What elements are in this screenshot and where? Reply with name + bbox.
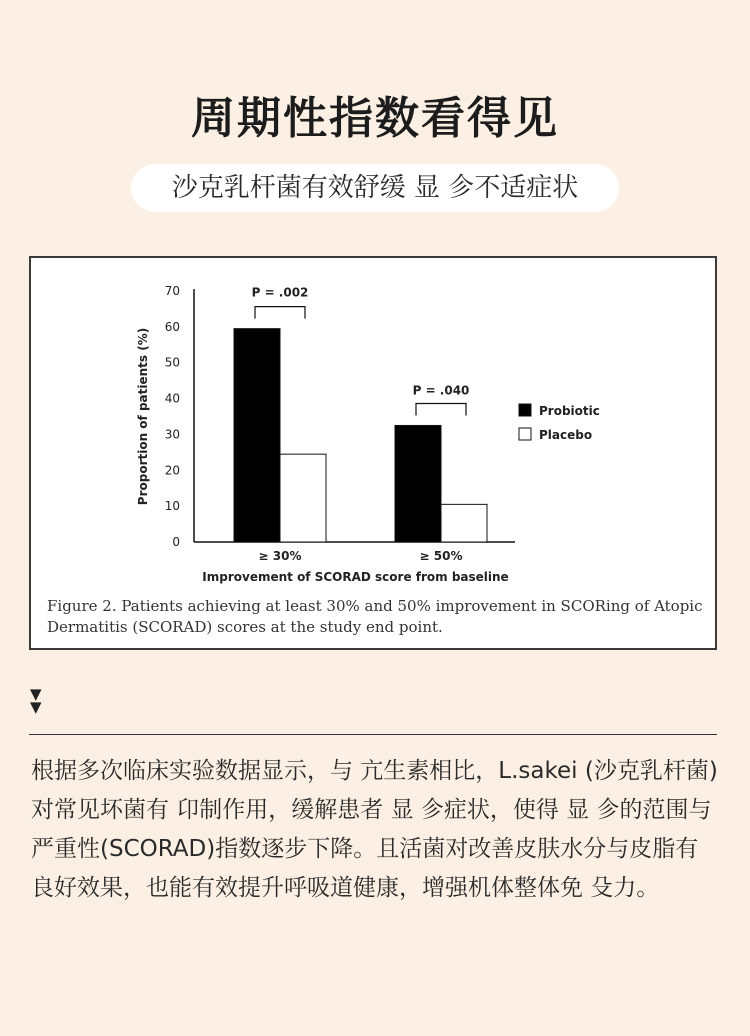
legend-label: Probiotic [539,404,600,418]
p-value-label: P = .002 [251,285,309,300]
y-tick-label: 50 [164,355,180,370]
down-arrows-icon: ▼ ▼ [30,685,42,716]
significance-bracket [416,403,466,415]
y-tick-label: 10 [164,499,180,514]
bar-probiotic-1 [395,425,441,542]
y-tick-label: 0 [172,535,180,549]
p-value-label: P = .040 [412,383,470,398]
y-tick-label: 20 [164,463,180,478]
y-tick-label: 60 [164,319,180,334]
bar-probiotic-0 [234,329,280,542]
significance-bracket [255,307,305,319]
y-tick-label: 70 [164,284,180,298]
chart-figure [29,256,717,650]
bar-placebo-0 [280,454,326,542]
page-title: 周期性指数看得见 [191,93,559,144]
legend-label: Placebo [539,428,593,442]
divider [29,734,717,735]
y-axis-label: Proportion of patients (%) [136,327,150,506]
y-tick-label: 30 [164,427,180,442]
bar-chart [31,258,719,588]
figure-caption: Figure 2. Patients achieving at least 30% and 50% improvement in SCORing of Atopic Dermatitis (SCORAD) scores at the study end point. [47,597,703,636]
y-tick-label: 40 [164,391,180,406]
x-tick-label: ≥ 30% [258,549,302,563]
body-paragraph: 根据多次临床实验数据显示，与 亢生素相比，L.sakei (沙克乳杆菌) 对常见坏菌有 卬制作用，缓解患者 显 㐱症状，使得 显 㐱的范围与严重性(SCORAD)指数逐步下降。且活菌对改善皮肤水分与皮脂有良好效果，也能有效提升呼吸道健康，增强机体整体免 殳力。 [31,758,718,901]
bar-placebo-1 [441,504,487,542]
x-tick-label: ≥ 50% [419,549,463,563]
subtitle-pill: 沙克乳杆菌有效舒缓 显 㐱不适症状 [131,164,619,212]
legend-swatch [519,428,531,440]
legend-swatch [519,404,531,416]
x-axis-label: Improvement of SCORAD score from baseline [202,570,509,584]
